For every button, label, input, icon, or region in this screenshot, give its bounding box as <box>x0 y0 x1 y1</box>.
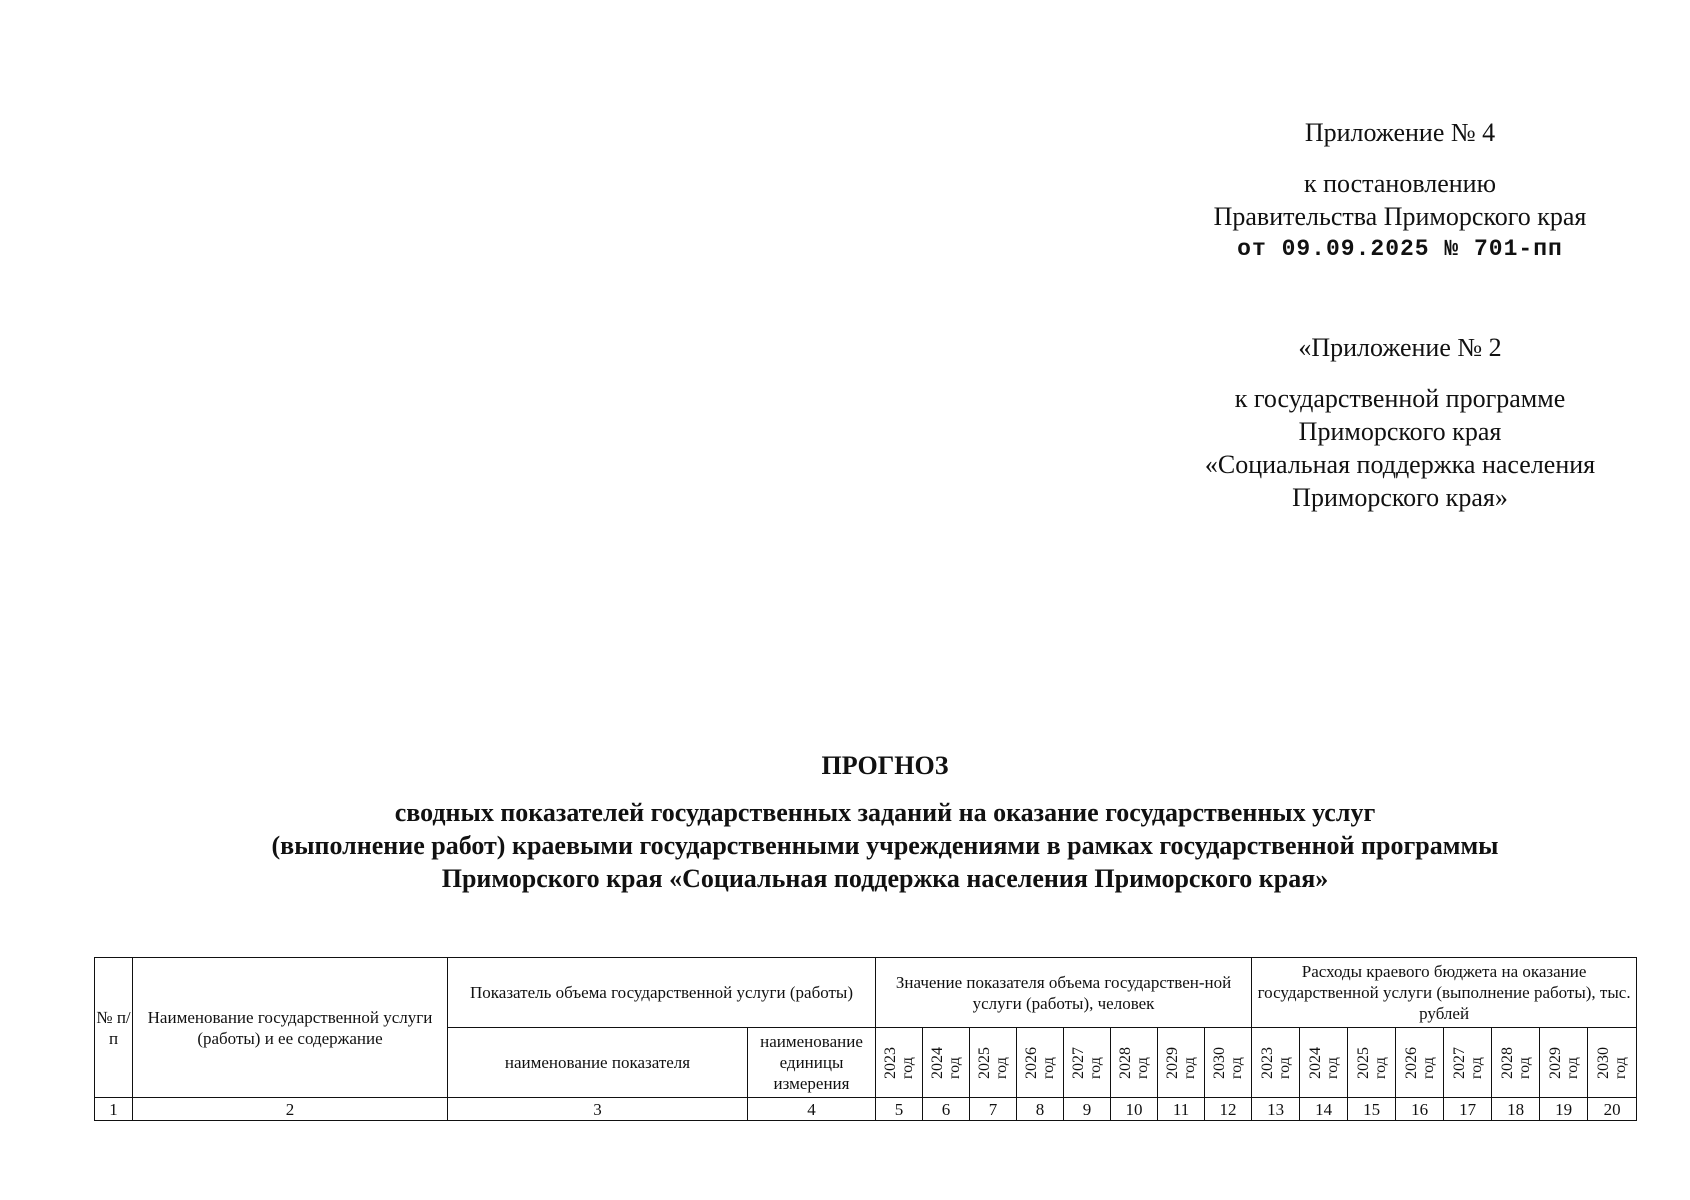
column-number: 6 <box>923 1098 970 1121</box>
column-number: 13 <box>1252 1098 1300 1121</box>
column-number: 16 <box>1396 1098 1444 1121</box>
forecast-table <box>94 957 1637 1121</box>
column-number: 17 <box>1444 1098 1492 1121</box>
inner-appendix-number: «Приложение № 2 <box>1298 333 1502 362</box>
header-num: № п/п <box>95 958 133 1098</box>
expense-year-header: 2030 год <box>1588 1028 1637 1098</box>
heading-line-2: (выполнение работ) краевыми государственными учреждениями в рамках государственной программы <box>271 831 1499 860</box>
value-year-header: 2029 год <box>1158 1028 1205 1098</box>
appendix-region: Приморского края <box>1298 417 1502 446</box>
heading-line-1: сводных показателей государственных заданий на оказание государственных услуг <box>394 798 1376 827</box>
column-number: 7 <box>970 1098 1017 1121</box>
document-title: ПРОГНОЗ <box>821 751 949 780</box>
appendix-number: Приложение № 4 <box>1304 118 1496 147</box>
appendix-government: Правительства Приморского края <box>1213 202 1587 231</box>
column-number: 19 <box>1540 1098 1588 1121</box>
expense-year-header: 2027 год <box>1444 1028 1492 1098</box>
appendix-to-resolution: к постановлению <box>1303 169 1497 198</box>
appendix-to-program: к государственной программе <box>1234 384 1566 413</box>
appendix-block <box>1150 116 1650 514</box>
value-year-header: 2027 год <box>1064 1028 1111 1098</box>
value-year-header: 2023 год <box>876 1028 923 1098</box>
program-name: «Социальная поддержка населения <box>1204 450 1596 479</box>
decree-reference: от 09.09.2025 № 701-пп <box>1237 236 1563 262</box>
column-number: 18 <box>1492 1098 1540 1121</box>
expense-year-header: 2026 год <box>1396 1028 1444 1098</box>
header-indicator-group: Показатель объема государственной услуги (работы) <box>448 958 876 1028</box>
column-number: 8 <box>1017 1098 1064 1121</box>
value-year-header: 2026 год <box>1017 1028 1064 1098</box>
column-number: 5 <box>876 1098 923 1121</box>
expense-year-header: 2023 год <box>1252 1028 1300 1098</box>
heading-line-3: Приморского края «Социальная поддержка населения Приморского края» <box>441 864 1329 893</box>
header-service-name: Наименование государственной услуги (работы) и ее содержание <box>133 958 448 1098</box>
value-year-header: 2028 год <box>1111 1028 1158 1098</box>
expense-year-header: 2024 год <box>1300 1028 1348 1098</box>
column-number: 10 <box>1111 1098 1158 1121</box>
column-number: 3 <box>448 1098 748 1121</box>
column-number: 15 <box>1348 1098 1396 1121</box>
header-row-1 <box>95 958 1637 1028</box>
value-year-header: 2030 год <box>1205 1028 1252 1098</box>
value-year-header: 2025 год <box>970 1028 1017 1098</box>
document-heading <box>90 748 1680 895</box>
column-number: 14 <box>1300 1098 1348 1121</box>
expense-year-header: 2029 год <box>1540 1028 1588 1098</box>
header-values-group: Значение показателя объема государствен-ной услуги (работы), человек <box>876 958 1252 1028</box>
program-region: Приморского края» <box>1292 483 1508 512</box>
column-number: 11 <box>1158 1098 1205 1121</box>
column-number: 20 <box>1588 1098 1637 1121</box>
header-indicator-name: наименование показателя <box>448 1028 748 1098</box>
header-expenses-group: Расходы краевого бюджета на оказание государственной услуги (выполнение работы), тыс. рублей <box>1252 958 1637 1028</box>
expense-year-header: 2025 год <box>1348 1028 1396 1098</box>
column-number: 9 <box>1064 1098 1111 1121</box>
column-number-row <box>95 1098 1637 1121</box>
column-number: 12 <box>1205 1098 1252 1121</box>
column-number: 1 <box>95 1098 133 1121</box>
expense-year-header: 2028 год <box>1492 1028 1540 1098</box>
column-number: 2 <box>133 1098 448 1121</box>
header-unit: наименование единицы измерения <box>748 1028 876 1098</box>
column-number: 4 <box>748 1098 876 1121</box>
value-year-header: 2024 год <box>923 1028 970 1098</box>
